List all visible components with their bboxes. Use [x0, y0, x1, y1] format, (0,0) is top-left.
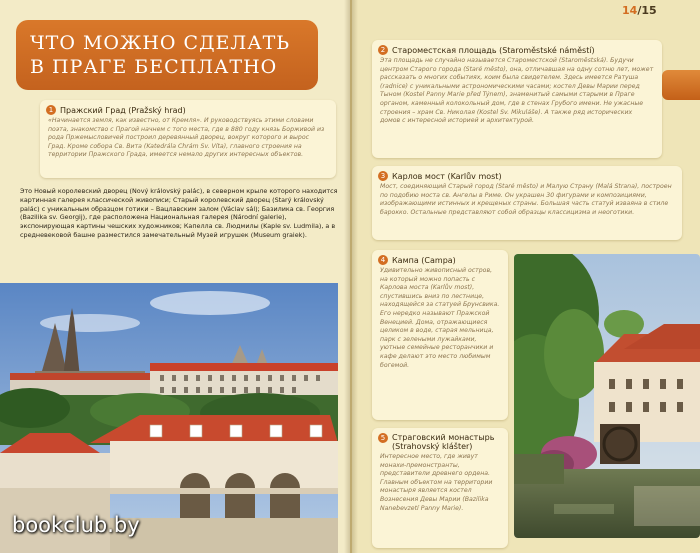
note-title: Страговский монастырь (Strahovský klášter): [392, 433, 495, 451]
note-title: Пражский Град (Pražský hrad): [60, 105, 186, 115]
photo-kampa-canal: [514, 254, 700, 538]
note-strahov-monastery: [372, 428, 508, 548]
chapter-title: [16, 20, 318, 90]
page-tab: [662, 70, 700, 100]
number-badge: 5: [378, 433, 388, 443]
page-current: 14: [622, 4, 638, 17]
page-total: 15: [641, 4, 657, 17]
note-charles-bridge: [372, 166, 682, 240]
page-number: [622, 4, 657, 17]
title-line-2: В ПРАГЕ БЕСПЛАТНО: [30, 56, 278, 78]
note-old-town-square: [372, 40, 662, 158]
number-badge: 4: [378, 255, 388, 265]
note-text: Мост, соединяющий Старый город (Staré město) и Малую Страну (Malá Strana), построен по подобию моста св. Ангелы в Риме. Он украшен 30 фигурами и композициями, изображающими истинных и крещеных страны. Большая часть статуй изваяна в стиле барокко. Остальные представляют собой образцы классицизма и неоготики.: [380, 183, 672, 216]
note-text: Эта площадь не случайно называется Староместской (Staroměstská). Будучи центром Старого города (Staré město), она, отличавшая на одну сотню лет, может рассказать о многих событиях, коим была свидетелем. Здесь имеется Ратуша (radnice) с уникальными астрономическими часами; костел Девы Марии перед Тыном (Kostel Panny Marie před Týnem), знаменитый самыми старыми в Праге органом, каменный колокольный дом, где в стенах Грубого имени. Не ужасные строения – храм Св. Николая (Kostel Sv. Mikuláše). А также ряд исторических домов с интересной историей и архитектурой.: [380, 57, 654, 125]
number-badge: 2: [378, 45, 388, 55]
note-title: Староместская площадь (Staroměstské náměstí): [392, 45, 595, 55]
body-paragraph: Это Новый королевский дворец (Nový královský palác), в северном крыле которого находится картинная галерея классической живописи; Старый королевский дворец (Starý královský palác) с уникальным образцом готики – Вацлавским залом (Václav sál); Базилика св. Георгия (Bazilika sv. Georgij), где расположена Национальная галерея (Národní galerie), экспонирующая картины чешских художников; Капелла св. Людмилы (Kaple sv. Ludmila), а в средневековой башне разместился замечательный Музей игрушек (Museum graiek).: [20, 187, 338, 239]
watermark: bookclub.by: [12, 513, 140, 537]
note-kampa: [372, 250, 508, 420]
page-sep: /: [637, 4, 642, 17]
note-title: Карлов мост (Karlův most): [392, 171, 502, 181]
note-prague-castle: [40, 100, 336, 178]
number-badge: 1: [46, 105, 56, 115]
note-text: Удивительно живописный остров, на который можно попасть с Карлова моста (Karlův most), спустившись вниз по лестнице, находящейся за статуей Брунсвика. Его нередко называют Пражской Венецией. Дома, отражающиеся целиком в воде, старая мельница, парк с зелеными лужайками, уютные семейные ресторанчики и кафе делают это место любимым богемой.: [380, 267, 500, 369]
title-line-1: ЧТО МОЖНО СДЕЛАТЬ: [30, 32, 291, 54]
note-title: Кампа (Campa): [392, 255, 456, 265]
note-text: Интересное место, где живут монахи-премонстранты, представители древнего ордена. Главным объектом на территории монастыря является костел Вознесения Девы Марии (Bazilika Nanebevzetí Panny Marie).: [380, 453, 493, 512]
book-gutter: [344, 0, 358, 553]
note-text: «Начинается земля, как известно, от Кремля». И руководствуясь этими словами поэта, знакомство с Прагой начнем с того места, где в 880 году князь Борживой из рода Пржемысловичей построил деревянный дворец, вокруг которого и вырос Град. Кроме собора Св. Вита (Katedrála Chrám Sv. Víta), главного строения на территории Пражского Града, имеется немало других интересных объектов.: [48, 117, 325, 159]
number-badge: 3: [378, 171, 388, 181]
